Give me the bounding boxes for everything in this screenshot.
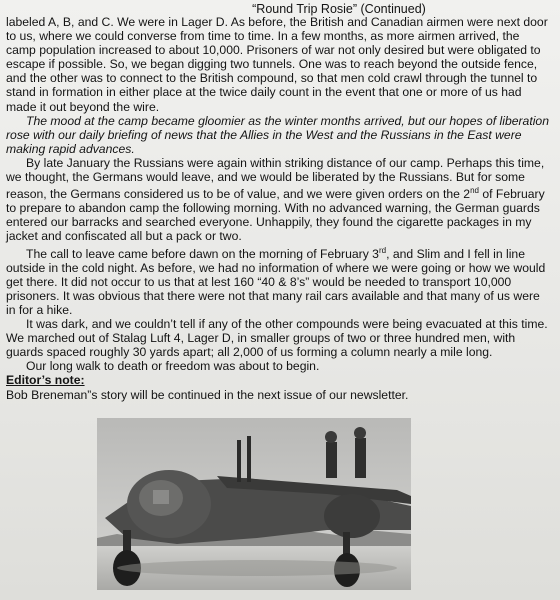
paragraph-3-text-b: of February to prepare to abandon camp the following morning. With no advanced warning, the German guards entered our barracks and searched everyone. Unhappily, they found the cigarette packages in my jacket and confiscated all but a pack or two. [6,187,545,244]
paragraph-4-text-a: The call to leave came before dawn on the morning of February 3 [26,246,379,261]
paragraph-3-ordinal: nd [470,186,479,196]
paragraph-1: labeled A, B, and C. We were in Lager D. As before, the British and Canadian airmen were next door to us, where we could converse from time to time. In a few months, as more airmen arrived, the camp population increased to about 10,000. Prisoners of war not only desired but were obligated to escape if possible. So, we began digging two tunnels. One was to reach beyond the outside fence, and the other was to connect to the British compound, so that men cold crawl through the tunnel to stand in formation in either place at the twice daily count in the event that one or more of us had made it out beyond the wire. [6,15,548,114]
paragraph-2: The mood at the camp became gloomier as the winter months arrived, but our hopes of liberation rose with our daily briefing of news that the Allies in the West and the Russians in the East were making rapid advances. [6,113,549,156]
page-header: “Round Trip Rosie” (Continued) [252,2,426,16]
paragraph-4-ordinal: rd [378,245,387,255]
paragraph-4-text-b: , and Slim and I fell in line outside in the cold night. As before, we had no information of where we were going or how we would get there. It did not occur to us that at lest 160 “40 & 8’s” would be needed to transport 10,000 prisoners. It was obvious that there were not that many rail cars available and that many of us were in for a hike. [6,246,546,317]
paragraph-3 [6,156,552,244]
paragraph-3-text-a: By late January the Russians were again within striking distance of our camp. Perhaps this time, we thought, the Germans would leave, and we would be liberated by the Russians. But for some reason, the Germans considered us to be of value, and we were given orders on the 2 [6,155,545,202]
paragraph-5: It was dark, and we couldn’t tell if any of the other compounds were being evacuated at this time. We marched out of Stalag Luft 4, Lager D, in smaller groups of two or three hundred men, with guards spaced roughly 30 yards apart; all 2,000 of us forming a column nearly a mile long. [6,317,548,360]
paragraph-6: Our long walk to death or freedom was about to begin. [26,359,320,374]
editor-note-text: Bob Breneman”s story will be continued in the next issue of our newsletter. [6,387,409,402]
paragraph-4 [6,244,552,318]
article-body [6,15,552,402]
bomber-photo-image [97,418,411,590]
editor-note-label: Editor’s note: [6,373,85,388]
bomber-photo [97,418,411,590]
